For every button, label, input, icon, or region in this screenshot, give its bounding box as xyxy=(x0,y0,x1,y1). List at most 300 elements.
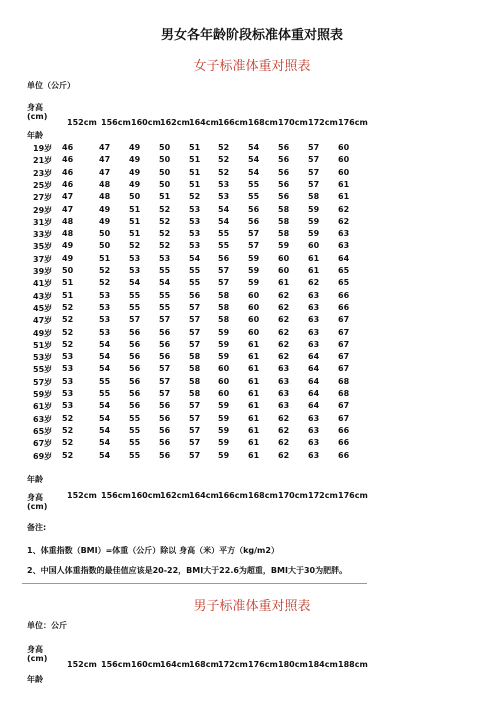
weight-cell: 60 xyxy=(248,302,260,312)
table-row xyxy=(0,192,504,204)
weight-cell: 47 xyxy=(99,143,111,152)
weight-cell: 53 xyxy=(99,302,111,312)
age-cell: 49岁 xyxy=(33,328,53,338)
age-cell: 25岁 xyxy=(33,180,53,190)
male-height-header-6: 176cm xyxy=(248,660,278,669)
age-cell: 65岁 xyxy=(33,426,53,436)
male-section-title: 男子标准体重对照表 xyxy=(193,599,311,614)
weight-cell: 62 xyxy=(308,278,320,288)
weight-cell: 57 xyxy=(308,143,320,152)
weight-cell: 55 xyxy=(129,425,141,435)
weight-cell: 54 xyxy=(99,352,111,362)
weight-cell: 56 xyxy=(278,143,290,152)
female-footer-height-9: 176cm xyxy=(338,491,368,500)
weight-cell: 59 xyxy=(218,327,230,337)
weight-cell: 56 xyxy=(129,389,141,398)
age-cell: 51岁 xyxy=(33,340,53,350)
weight-cell: 60 xyxy=(218,376,230,386)
weight-cell: 51 xyxy=(189,179,201,189)
weight-cell: 63 xyxy=(308,315,320,325)
age-cell: 55岁 xyxy=(33,365,53,375)
female-footer-height-8: 172cm xyxy=(308,491,338,500)
weight-cell: 63 xyxy=(278,401,290,411)
weight-cell: 53 xyxy=(189,229,201,239)
weight-cell: 66 xyxy=(338,425,350,435)
weight-cell: 60 xyxy=(248,315,260,325)
weight-cell: 59 xyxy=(218,401,230,411)
weight-cell: 59 xyxy=(218,352,230,362)
weight-cell: 49 xyxy=(129,155,141,165)
table-row xyxy=(0,377,504,389)
weight-cell: 62 xyxy=(278,302,290,312)
weight-cell: 52 xyxy=(99,266,111,275)
weight-cell: 54 xyxy=(99,438,111,448)
female-height-header-8: 172cm xyxy=(308,118,338,127)
weight-cell: 54 xyxy=(159,278,171,288)
weight-cell: 51 xyxy=(99,253,111,263)
weight-cell: 53 xyxy=(218,192,230,202)
document-title: 男女各年龄阶段标准体重对照表 xyxy=(160,28,343,43)
weight-cell: 63 xyxy=(338,229,350,239)
male-height-header-5: 172cm xyxy=(218,660,248,669)
table-row xyxy=(0,266,504,278)
weight-cell: 53 xyxy=(99,290,111,300)
weight-cell: 46 xyxy=(62,155,74,165)
weight-cell: 57 xyxy=(189,450,201,460)
age-cell: 33岁 xyxy=(33,230,53,240)
weight-cell: 59 xyxy=(218,425,230,435)
weight-cell: 62 xyxy=(278,450,290,460)
weight-cell: 67 xyxy=(338,364,350,374)
weight-cell: 51 xyxy=(129,229,141,239)
weight-cell: 51 xyxy=(62,278,74,288)
male-height-header-4: 168cm xyxy=(189,660,219,669)
weight-cell: 62 xyxy=(278,425,290,435)
female-footer-height-2: 160cm xyxy=(131,491,161,500)
weight-cell: 48 xyxy=(62,229,74,239)
weight-cell: 55 xyxy=(99,376,111,386)
weight-cell: 54 xyxy=(189,253,201,263)
weight-cell: 53 xyxy=(129,266,141,275)
weight-cell: 52 xyxy=(62,413,74,423)
weight-cell: 56 xyxy=(159,413,171,423)
weight-cell: 53 xyxy=(189,241,201,251)
male-height-header-3: 164cm xyxy=(160,660,190,669)
weight-cell: 64 xyxy=(308,352,320,362)
weight-cell: 52 xyxy=(62,327,74,337)
weight-cell: 67 xyxy=(338,339,350,349)
weight-cell: 47 xyxy=(62,192,74,202)
weight-cell: 62 xyxy=(338,216,350,226)
table-row xyxy=(0,389,504,401)
weight-cell: 61 xyxy=(278,278,290,288)
weight-cell: 57 xyxy=(129,315,141,325)
weight-cell: 53 xyxy=(159,253,171,263)
table-row xyxy=(0,451,504,463)
weight-cell: 56 xyxy=(159,339,171,349)
weight-cell: 68 xyxy=(338,376,350,386)
female-age-label: 年龄 xyxy=(27,131,43,140)
weight-cell: 56 xyxy=(129,364,141,374)
weight-cell: 59 xyxy=(308,229,320,239)
weight-cell: 60 xyxy=(338,143,350,152)
weight-cell: 54 xyxy=(129,278,141,288)
weight-cell: 48 xyxy=(99,179,111,189)
male-height-header-0: 152cm xyxy=(67,660,97,669)
table-row xyxy=(0,438,504,450)
table-row xyxy=(0,254,504,266)
weight-cell: 57 xyxy=(189,302,201,312)
table-row xyxy=(0,168,504,180)
weight-cell: 50 xyxy=(99,241,111,251)
weight-cell: 66 xyxy=(338,302,350,312)
female-height-header-1: 156cm xyxy=(101,118,131,127)
weight-cell: 56 xyxy=(278,179,290,189)
weight-cell: 57 xyxy=(159,376,171,386)
weight-cell: 52 xyxy=(159,241,171,251)
weight-cell: 53 xyxy=(62,364,74,374)
weight-cell: 52 xyxy=(62,425,74,435)
weight-cell: 59 xyxy=(278,241,290,251)
weight-cell: 56 xyxy=(129,376,141,386)
weight-cell: 63 xyxy=(308,438,320,448)
weight-cell: 56 xyxy=(159,425,171,435)
weight-cell: 55 xyxy=(248,179,260,189)
table-row xyxy=(0,426,504,438)
weight-cell: 56 xyxy=(129,352,141,362)
table-row xyxy=(0,315,504,327)
weight-cell: 60 xyxy=(338,167,350,177)
weight-cell: 56 xyxy=(159,438,171,448)
female-height-header-4: 164cm xyxy=(189,118,219,127)
note-item-2: 2、中国人体重指数的最佳值应该是20-22，BMI大于22.6为超重，BMI大于30为肥胖。 xyxy=(27,566,348,575)
weight-cell: 53 xyxy=(99,315,111,325)
weight-cell: 57 xyxy=(159,364,171,374)
weight-cell: 54 xyxy=(248,143,260,152)
table-row xyxy=(0,303,504,315)
weight-cell: 57 xyxy=(159,315,171,325)
weight-cell: 62 xyxy=(338,204,350,214)
weight-cell: 62 xyxy=(278,438,290,448)
weight-cell: 56 xyxy=(129,401,141,411)
weight-cell: 49 xyxy=(99,216,111,226)
weight-cell: 49 xyxy=(129,143,141,152)
weight-cell: 55 xyxy=(248,192,260,202)
age-cell: 39岁 xyxy=(33,267,53,276)
female-footer-cm-label: (cm) xyxy=(27,502,48,511)
weight-cell: 66 xyxy=(338,438,350,448)
weight-cell: 55 xyxy=(159,302,171,312)
weight-cell: 56 xyxy=(159,352,171,362)
weight-cell: 57 xyxy=(189,401,201,411)
weight-cell: 56 xyxy=(278,155,290,165)
table-row xyxy=(0,401,504,413)
weight-cell: 54 xyxy=(99,364,111,374)
weight-cell: 62 xyxy=(278,413,290,423)
table-row xyxy=(0,155,504,167)
weight-cell: 49 xyxy=(99,204,111,214)
weight-cell: 67 xyxy=(338,315,350,325)
weight-cell: 67 xyxy=(338,352,350,362)
female-footer-height-label: 身高 xyxy=(27,493,43,502)
weight-cell: 57 xyxy=(189,438,201,448)
weight-cell: 61 xyxy=(248,413,260,423)
weight-cell: 62 xyxy=(278,327,290,337)
weight-cell: 50 xyxy=(159,167,171,177)
weight-cell: 66 xyxy=(338,290,350,300)
weight-cell: 61 xyxy=(248,364,260,374)
weight-cell: 64 xyxy=(308,364,320,374)
weight-cell: 58 xyxy=(189,376,201,386)
weight-cell: 61 xyxy=(248,389,260,398)
weight-cell: 54 xyxy=(99,339,111,349)
age-cell: 27岁 xyxy=(33,193,53,203)
table-row xyxy=(0,364,504,376)
weight-cell: 59 xyxy=(308,216,320,226)
age-cell: 63岁 xyxy=(33,414,53,424)
table-row xyxy=(0,217,504,229)
weight-cell: 58 xyxy=(218,302,230,312)
weight-cell: 61 xyxy=(248,339,260,349)
weight-cell: 54 xyxy=(218,204,230,214)
weight-cell: 57 xyxy=(248,241,260,251)
weight-cell: 63 xyxy=(308,339,320,349)
female-footer-age-label: 年龄 xyxy=(27,475,43,484)
weight-cell: 57 xyxy=(189,327,201,337)
weight-cell: 66 xyxy=(338,450,350,460)
weight-cell: 52 xyxy=(159,216,171,226)
weight-cell: 51 xyxy=(189,155,201,165)
weight-cell: 56 xyxy=(248,216,260,226)
table-row xyxy=(0,229,504,241)
weight-cell: 50 xyxy=(159,155,171,165)
female-footer-height-5: 166cm xyxy=(218,491,248,500)
weight-cell: 55 xyxy=(189,266,201,275)
weight-cell: 58 xyxy=(308,192,320,202)
weight-cell: 53 xyxy=(189,204,201,214)
female-footer-height-6: 168cm xyxy=(248,491,278,500)
female-footer-height-7: 170cm xyxy=(278,491,308,500)
weight-cell: 61 xyxy=(308,253,320,263)
weight-cell: 56 xyxy=(159,450,171,460)
female-footer-height-1: 156cm xyxy=(101,491,131,500)
weight-cell: 60 xyxy=(218,389,230,398)
weight-cell: 62 xyxy=(278,290,290,300)
table-row xyxy=(0,205,504,217)
weight-cell: 46 xyxy=(62,179,74,189)
weight-cell: 51 xyxy=(189,143,201,152)
weight-cell: 56 xyxy=(129,339,141,349)
weight-cell: 54 xyxy=(99,450,111,460)
weight-cell: 53 xyxy=(189,216,201,226)
age-cell: 23岁 xyxy=(33,168,53,178)
weight-cell: 61 xyxy=(338,179,350,189)
weight-cell: 50 xyxy=(159,143,171,152)
note-item-1: 1、体重指数（BMI）=体重（公斤）除以 身高（米）平方（kg/m2） xyxy=(27,546,279,555)
age-cell: 41岁 xyxy=(33,279,53,289)
weight-cell: 58 xyxy=(218,290,230,300)
weight-cell: 61 xyxy=(248,425,260,435)
weight-cell: 52 xyxy=(218,167,230,177)
weight-cell: 52 xyxy=(62,450,74,460)
weight-cell: 53 xyxy=(62,376,74,386)
weight-cell: 63 xyxy=(308,290,320,300)
female-height-header-3: 162cm xyxy=(160,118,190,127)
weight-cell: 53 xyxy=(129,253,141,263)
weight-cell: 60 xyxy=(248,290,260,300)
weight-cell: 63 xyxy=(308,327,320,337)
age-cell: 67岁 xyxy=(33,439,53,449)
weight-cell: 67 xyxy=(338,327,350,337)
weight-cell: 57 xyxy=(189,413,201,423)
weight-cell: 64 xyxy=(308,401,320,411)
weight-cell: 63 xyxy=(308,302,320,312)
weight-cell: 60 xyxy=(338,155,350,165)
weight-cell: 52 xyxy=(62,438,74,448)
weight-cell: 57 xyxy=(218,266,230,275)
male-height-header-1: 156cm xyxy=(101,660,131,669)
weight-cell: 54 xyxy=(99,401,111,411)
table-row xyxy=(0,180,504,192)
weight-cell: 57 xyxy=(159,389,171,398)
weight-cell: 46 xyxy=(62,143,74,152)
weight-cell: 57 xyxy=(189,425,201,435)
male-unit-label: 单位：公斤 xyxy=(27,621,67,630)
weight-cell: 50 xyxy=(99,229,111,239)
table-row xyxy=(0,291,504,303)
weight-cell: 60 xyxy=(248,327,260,337)
age-cell: 21岁 xyxy=(33,156,53,166)
weight-cell: 61 xyxy=(248,438,260,448)
weight-cell: 50 xyxy=(129,192,141,202)
female-height-header-7: 170cm xyxy=(278,118,308,127)
weight-cell: 63 xyxy=(308,413,320,423)
weight-cell: 52 xyxy=(159,204,171,214)
weight-cell: 48 xyxy=(62,216,74,226)
female-height-header-9: 176cm xyxy=(338,118,368,127)
weight-cell: 55 xyxy=(129,413,141,423)
age-cell: 61岁 xyxy=(33,402,53,412)
weight-cell: 58 xyxy=(189,352,201,362)
female-height-header-2: 160cm xyxy=(131,118,161,127)
age-cell: 37岁 xyxy=(33,254,53,264)
weight-cell: 61 xyxy=(248,352,260,362)
male-height-label: 身高 xyxy=(27,645,43,654)
weight-cell: 64 xyxy=(308,389,320,398)
weight-cell: 56 xyxy=(159,327,171,337)
weight-cell: 52 xyxy=(99,278,111,288)
table-row xyxy=(0,143,504,155)
female-height-header-5: 166cm xyxy=(218,118,248,127)
weight-cell: 55 xyxy=(189,278,201,288)
table-row xyxy=(0,340,504,352)
weight-cell: 51 xyxy=(159,192,171,202)
weight-cell: 62 xyxy=(278,339,290,349)
age-cell: 45岁 xyxy=(33,303,53,313)
female-cm-label: (cm) xyxy=(27,112,48,121)
weight-cell: 60 xyxy=(218,364,230,374)
female-footer-height-3: 162cm xyxy=(160,491,190,500)
weight-cell: 59 xyxy=(308,204,320,214)
female-height-header-0: 152cm xyxy=(67,118,97,127)
male-height-header-9: 188cm xyxy=(338,660,368,669)
weight-cell: 64 xyxy=(338,253,350,263)
weight-cell: 61 xyxy=(248,376,260,386)
weight-cell: 59 xyxy=(218,339,230,349)
weight-cell: 59 xyxy=(248,253,260,263)
weight-cell: 56 xyxy=(278,192,290,202)
male-height-header-7: 180cm xyxy=(278,660,308,669)
male-height-header-8: 184cm xyxy=(308,660,338,669)
weight-cell: 57 xyxy=(308,167,320,177)
weight-cell: 61 xyxy=(308,266,320,275)
weight-cell: 52 xyxy=(62,339,74,349)
weight-cell: 62 xyxy=(278,352,290,362)
weight-cell: 47 xyxy=(99,155,111,165)
weight-cell: 55 xyxy=(129,450,141,460)
weight-cell: 57 xyxy=(248,229,260,239)
weight-cell: 52 xyxy=(218,155,230,165)
weight-cell: 61 xyxy=(248,401,260,411)
age-cell: 57岁 xyxy=(33,377,53,387)
weight-cell: 52 xyxy=(129,241,141,251)
weight-cell: 57 xyxy=(218,278,230,288)
weight-cell: 51 xyxy=(129,204,141,214)
weight-cell: 53 xyxy=(62,352,74,362)
female-footer-height-4: 164cm xyxy=(189,491,219,500)
table-row xyxy=(0,278,504,290)
weight-cell: 55 xyxy=(159,266,171,275)
weight-cell: 58 xyxy=(189,364,201,374)
female-height-label: 身高 xyxy=(27,103,43,112)
weight-cell: 51 xyxy=(129,216,141,226)
weight-cell: 56 xyxy=(189,290,201,300)
weight-cell: 58 xyxy=(278,229,290,239)
weight-cell: 56 xyxy=(129,327,141,337)
weight-cell: 52 xyxy=(159,229,171,239)
weight-cell: 65 xyxy=(338,266,350,275)
weight-cell: 51 xyxy=(189,167,201,177)
age-cell: 31岁 xyxy=(33,217,53,227)
age-cell: 47岁 xyxy=(33,316,53,326)
male-cm-label: (cm) xyxy=(27,654,48,663)
weight-cell: 65 xyxy=(338,278,350,288)
male-height-header-2: 160cm xyxy=(131,660,161,669)
weight-cell: 59 xyxy=(248,278,260,288)
table-row xyxy=(0,414,504,426)
age-cell: 43岁 xyxy=(33,291,53,301)
weight-cell: 61 xyxy=(338,192,350,202)
weight-cell: 54 xyxy=(99,425,111,435)
weight-cell: 52 xyxy=(62,302,74,312)
weight-cell: 63 xyxy=(278,376,290,386)
weight-cell: 50 xyxy=(159,179,171,189)
weight-cell: 47 xyxy=(99,167,111,177)
weight-cell: 59 xyxy=(248,266,260,275)
weight-cell: 58 xyxy=(218,315,230,325)
age-cell: 69岁 xyxy=(33,451,53,461)
weight-cell: 56 xyxy=(248,204,260,214)
section-divider xyxy=(22,583,367,584)
weight-cell: 57 xyxy=(189,339,201,349)
weight-cell: 68 xyxy=(338,389,350,398)
weight-cell: 55 xyxy=(129,438,141,448)
weight-cell: 53 xyxy=(218,179,230,189)
weight-cell: 55 xyxy=(218,241,230,251)
weight-cell: 52 xyxy=(218,143,230,152)
weight-cell: 63 xyxy=(338,241,350,251)
weight-cell: 61 xyxy=(248,450,260,460)
